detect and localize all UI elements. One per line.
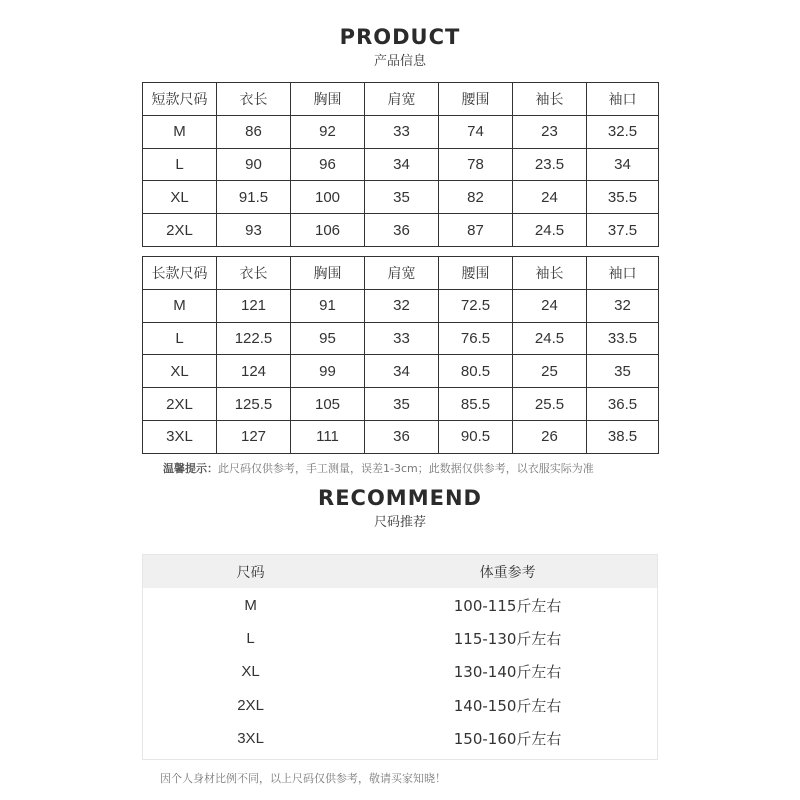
table-row [143,388,659,421]
table-cell: 24.5 [513,214,587,247]
table-cell: 32.5 [587,115,659,148]
table-cell: 25.5 [513,388,587,421]
table-cell: 100 [291,181,365,214]
table-cell: XL [143,181,217,214]
table-cell: 86 [217,115,291,148]
weight-cell: 115-130斤左右 [453,630,562,649]
table-row [143,355,659,388]
table-cell: 34 [365,355,439,388]
weight-cell: 130-140斤左右 [453,663,562,682]
table-cell: 35 [587,355,659,388]
table-row [143,181,659,214]
header-cell: 衣长 [217,257,291,290]
header-cell: 长款尺码 [143,257,217,290]
table-cell: 80.5 [439,355,513,388]
size-cell: 3XL [237,729,264,747]
table-cell: 35.5 [587,181,659,214]
size-cell: L [246,630,255,648]
table-cell: 76.5 [439,322,513,355]
table-cell: 122.5 [217,322,291,355]
table-cell: 99 [291,355,365,388]
table-cell: 125.5 [217,388,291,421]
measurement-tip [163,460,594,476]
header-cell: 袖长 [513,83,587,116]
table-cell: 91.5 [217,181,291,214]
table-row [143,622,657,655]
table-cell: 2XL [143,214,217,247]
table-cell: 25 [513,355,587,388]
product-title-cn: 产品信息 [373,54,426,69]
table-cell: 92 [291,115,365,148]
table-cell: 35 [365,181,439,214]
table-row [143,420,659,453]
recommend-title-en: RECOMMEND [318,486,482,510]
table-cell: 38.5 [587,420,659,453]
table-cell: M [143,289,217,322]
header-cell: 体重参考 [479,564,536,581]
table-cell: 91 [291,289,365,322]
table-row [143,148,659,181]
header-cell: 尺码 [236,564,265,581]
table-header-row [143,257,659,290]
table-cell: 24 [513,181,587,214]
table-cell: 23 [513,115,587,148]
size-cell: M [244,597,257,615]
table-cell: 74 [439,115,513,148]
table-cell: 3XL [143,420,217,453]
header-cell: 袖长 [513,257,587,290]
table-cell: 87 [439,214,513,247]
table-cell: 36 [365,420,439,453]
table-cell: 23.5 [513,148,587,181]
header-cell: 肩宽 [365,83,439,116]
table-cell: 33 [365,115,439,148]
table-row [143,689,657,722]
header-cell: 腰围 [439,257,513,290]
table-cell: 36.5 [587,388,659,421]
footnote: 因个人身材比例不同，以上尺码仅供参考，敬请买家知晓！ [160,772,446,785]
table-cell: 72.5 [439,289,513,322]
table-row [143,115,659,148]
table-cell: 124 [217,355,291,388]
table-cell: 37.5 [587,214,659,247]
table-cell: 24 [513,289,587,322]
table-header-row [143,83,659,116]
table-cell: 121 [217,289,291,322]
table-cell: 36 [365,214,439,247]
recommend-table [142,554,658,760]
table-cell: 32 [365,289,439,322]
table-cell: 127 [217,420,291,453]
table-cell: L [143,148,217,181]
table-cell: XL [143,355,217,388]
long-size-table [142,256,659,454]
weight-cell: 150-160斤左右 [453,729,562,748]
table-cell: 82 [439,181,513,214]
table-cell: 85.5 [439,388,513,421]
table-row [143,655,657,688]
header-cell: 袖口 [587,83,659,116]
recommend-title-cn: 尺码推荐 [373,515,426,530]
table-cell: 33.5 [587,322,659,355]
tip-text: 此尺码仅供参考，手工测量，误差1-3cm；此数据仅供参考，以衣服实际为准 [218,462,594,475]
table-row [143,322,659,355]
table-cell: 32 [587,289,659,322]
header-cell: 衣长 [217,83,291,116]
table-cell: L [143,322,217,355]
table-cell: 105 [291,388,365,421]
weight-cell: 140-150斤左右 [453,696,562,715]
table-cell: 95 [291,322,365,355]
short-size-table [142,82,659,247]
table-cell: M [143,115,217,148]
header-cell: 腰围 [439,83,513,116]
table-row [143,722,657,755]
tip-label: 温馨提示： [163,462,218,475]
table-cell: 35 [365,388,439,421]
table-cell: 93 [217,214,291,247]
table-cell: 34 [365,148,439,181]
header-cell: 胸围 [291,257,365,290]
table-cell: 90.5 [439,420,513,453]
table-row [143,214,659,247]
product-title-en: PRODUCT [339,25,461,49]
table-header-row [143,555,657,588]
table-cell: 106 [291,214,365,247]
table-cell: 96 [291,148,365,181]
table-cell: 90 [217,148,291,181]
table-row [143,589,657,622]
size-cell: XL [241,663,260,681]
weight-cell: 100-115斤左右 [453,597,562,616]
table-cell: 2XL [143,388,217,421]
header-cell: 胸围 [291,83,365,116]
header-cell: 袖口 [587,257,659,290]
table-cell: 33 [365,322,439,355]
table-cell: 24.5 [513,322,587,355]
size-cell: 2XL [237,696,264,714]
header-cell: 短款尺码 [143,83,217,116]
table-cell: 26 [513,420,587,453]
table-cell: 111 [291,420,365,453]
header-cell: 肩宽 [365,257,439,290]
table-row [143,289,659,322]
table-cell: 78 [439,148,513,181]
table-cell: 34 [587,148,659,181]
